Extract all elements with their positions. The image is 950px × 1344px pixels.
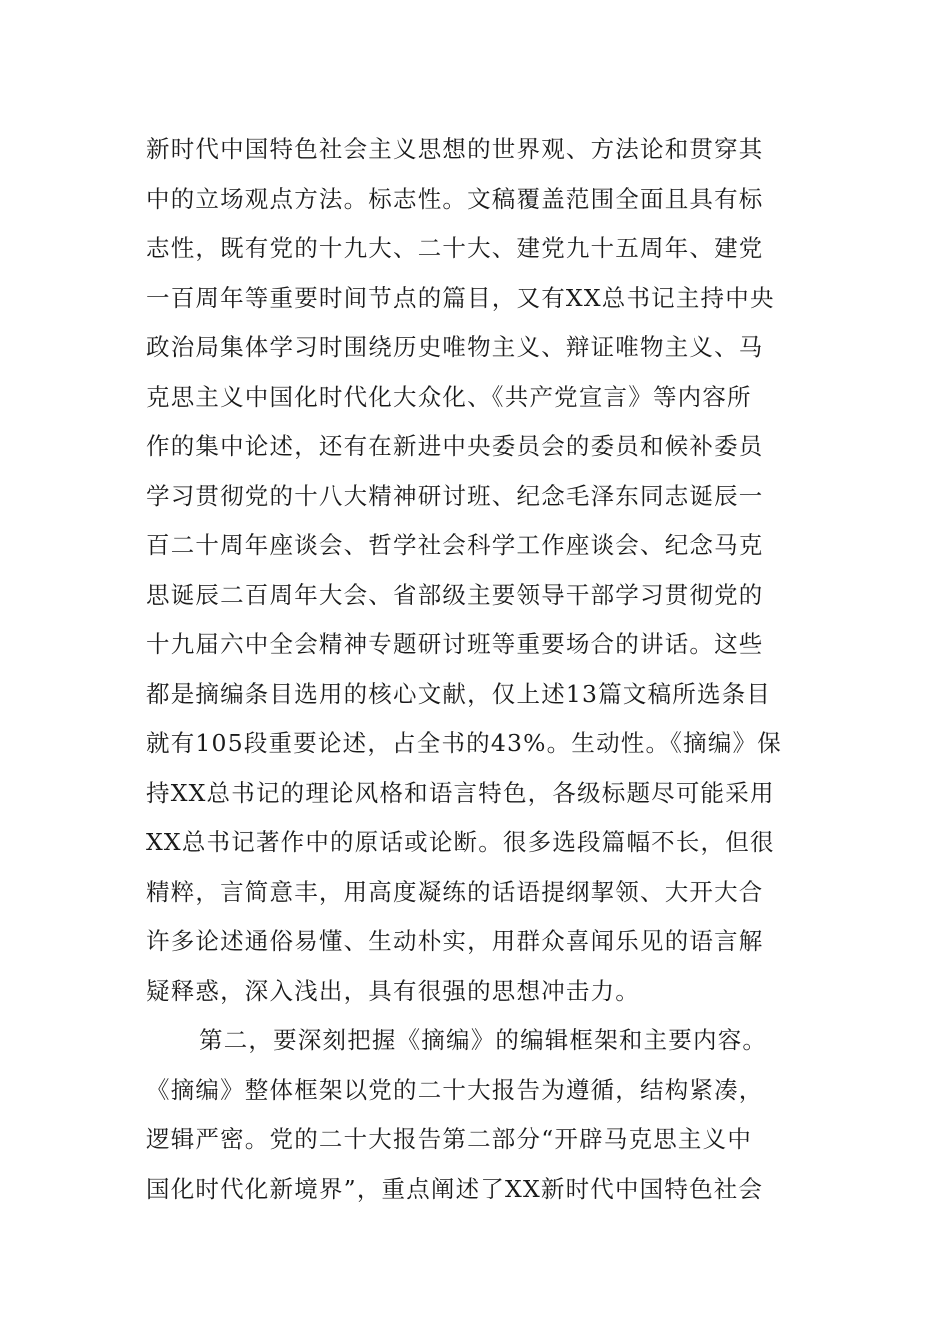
text-line: 疑释惑，深入浅出，具有很强的思想冲击力。 [146, 976, 640, 1005]
text-line: 国化时代化新境界”，重点阐述了XX新时代中国特色社会 [146, 1174, 764, 1203]
text-line: 十九届六中全会精神专题研讨班等重要场合的讲话。这些 [146, 630, 764, 658]
text-line: 学习贯彻党的十八大精神研讨班、纪念毛泽东同志诞辰一 [146, 481, 764, 510]
body-text [146, 125, 816, 1214]
text-line: 政治局集体学习时围绕历史唯物主义、辩证唯物主义、马 [146, 333, 764, 361]
text-line: 就有105段重要论述，占全书的43%。生动性。《摘编》保 [146, 729, 782, 757]
text-line: 逻辑严密。党的二十大报告第二部分“开辟马克思主义中 [146, 1125, 753, 1153]
text-line: 许多论述通俗易懂、生动朴实，用群众喜闻乐见的语言解 [146, 927, 764, 955]
text-line: 志性，既有党的十九大、二十大、建党九十五周年、建党 [146, 234, 764, 262]
text-line: 《摘编》整体框架以党的二十大报告为遵循，结构紧凑， [146, 1075, 764, 1104]
text-line: 精粹，言简意丰，用高度凝练的话语提纲挈领、大开大合 [146, 877, 764, 906]
text-line: 一百周年等重要时间节点的篇目，又有XX总书记主持中央 [146, 283, 775, 312]
text-line: 第二，要深刻把握《摘编》的编辑框架和主要内容。 [199, 1026, 768, 1054]
text-line: 思诞辰二百周年大会、省部级主要领导干部学习贯彻党的 [146, 580, 764, 609]
text-line: 作的集中论述，还有在新进中央委员会的委员和候补委员 [146, 432, 764, 460]
text-line: 百二十周年座谈会、哲学社会科学工作座谈会、纪念马克 [146, 531, 764, 559]
text-line: 中的立场观点方法。标志性。文稿覆盖范围全面且具有标 [146, 184, 764, 213]
text-line: 持XX总书记的理论风格和语言特色，各级标题尽可能采用 [146, 778, 775, 807]
paragraph-1 [146, 125, 816, 1016]
text-line: 都是摘编条目选用的核心文献，仅上述13篇文稿所选条目 [146, 679, 772, 708]
text-line: 克思主义中国化时代化大众化、《共产党宣言》等内容所 [146, 382, 752, 411]
text-line: 新时代中国特色社会主义思想的世界观、方法论和贯穿其 [146, 135, 764, 163]
paragraph-2 [146, 1016, 816, 1214]
text-line: XX总书记著作中的原话或论断。很多选段篇幅不长，但很 [146, 828, 775, 856]
